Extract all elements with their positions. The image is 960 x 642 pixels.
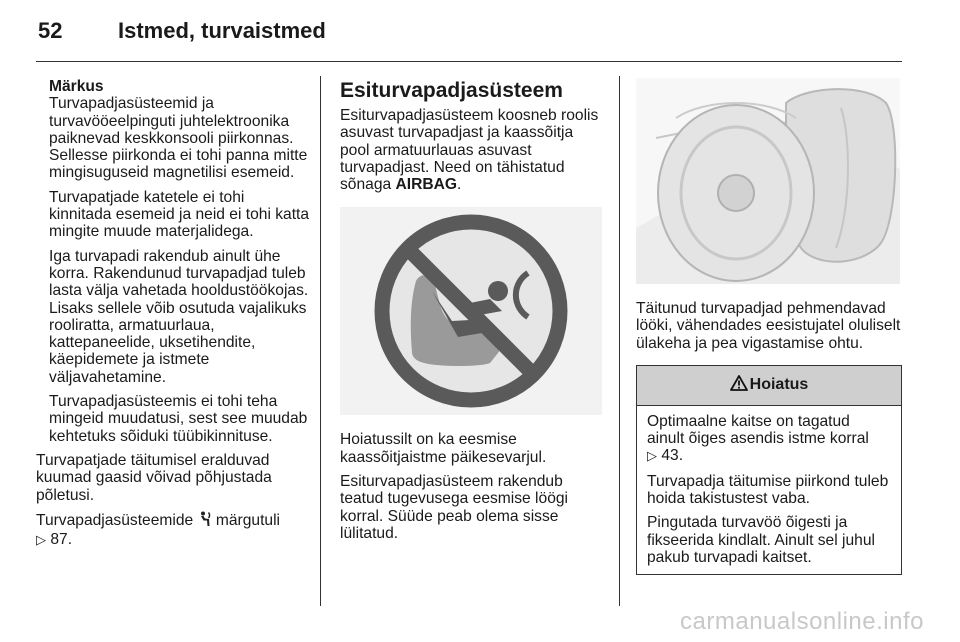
note-paragraph: Turvapadjasüsteemid ja turvavööeelpinguti juhtelektroonika paiknevad keskkonsooli piirkonnas. Sellesse piirkonda ei tohi panna mitte mingisuguseid magnetilisi esemeid. xyxy=(49,95,308,182)
column-2 xyxy=(340,78,605,542)
prohibition-sign-icon xyxy=(340,207,602,415)
paragraph-warning-label: Hoiatussilt on ka eesmise kaassõitjaistme päikesevarjul. xyxy=(340,431,547,466)
watermark: carmanualsonline.info xyxy=(680,608,924,635)
column-divider-left xyxy=(320,76,321,606)
page-ref-arrow-icon: ▷ xyxy=(647,449,657,465)
note-paragraph: Turvapadjasüsteemis ei tohi teha mingeid muudatusi, sest see muudab kehtetuks sõiduki tüübikinnituse. xyxy=(49,393,308,445)
page-ref-arrow-icon: ▷ xyxy=(36,533,46,549)
warning-header xyxy=(637,366,901,406)
inflated-airbag-illustration-icon xyxy=(636,78,900,284)
page-ref: 43. xyxy=(661,447,684,465)
warning-paragraph: Pingutada turvavöö õigesti ja fikseerida kindlalt. Ainult sel juhul pakub turvapadi kaitset. xyxy=(647,514,875,566)
airbag-label: AIRBAG xyxy=(395,176,458,194)
inflated-airbag-figure xyxy=(636,78,900,284)
warning-box xyxy=(636,365,902,575)
warning-title: Hoiatus xyxy=(749,376,809,394)
page-title: Istmed, turvaistmed xyxy=(118,18,326,43)
header-rule xyxy=(36,61,902,62)
warning-text: Optimaalne kaitse on tagatud ainult õiges asendis istme korral xyxy=(647,412,869,448)
warning-paragraph xyxy=(647,413,891,466)
paragraph-hot-gases: Turvapatjade täitumisel eralduvad kuumad gaasid võivad põhjustada põletusi. xyxy=(36,451,272,504)
warning-body xyxy=(637,406,901,574)
note-heading: Märkus xyxy=(49,78,104,95)
indicator-suffix: märgutuli xyxy=(215,511,281,529)
page-ref: 87. xyxy=(50,531,73,549)
paragraph-intro xyxy=(340,107,605,193)
paragraph-activation: Esiturvapadjasüsteem rakendub teatud tugevusega eesmise löögi korral. Süüde peab olema sisse lülitatud. xyxy=(340,473,568,542)
note-paragraph: Iga turvapadi rakendub ainult ühe korra. Rakendunud turvapadjad tuleb lasta välja vahetada hooldustöökojas. Lisaks sellele võib osutuda vajalikuks rooliratta, armatuurlaua, kattepaneelide, uksetihendite, käepidemete ja istmete väljavahetamine. xyxy=(49,247,309,386)
intro-text: Esiturvapadjasüsteem koosneb roolis asuvast turvapadjast ja kaassõitja pool armatuurlauas asuvast turvapadjast. Need on tähistatud sõnaga xyxy=(340,107,599,194)
no-child-seat-figure xyxy=(340,207,602,415)
paragraph-inflated: Täitunud turvapadjad pehmendavad lööki, vähendades eesistujatel oluliselt ülakeha ja pea vigastamise ohtu. xyxy=(636,300,901,352)
airbag-indicator-icon xyxy=(198,511,212,531)
warning-paragraph: Turvapadja täitumise piirkond tuleb hoida takistustest vaba. xyxy=(647,472,889,508)
column-1 xyxy=(36,78,311,549)
column-divider-right xyxy=(619,76,620,606)
column-3 xyxy=(636,78,902,575)
page-number: 52 xyxy=(38,18,63,43)
section-heading: Esiturvapadjasüsteem xyxy=(340,79,563,102)
paragraph-indicator xyxy=(36,511,311,550)
note-block xyxy=(36,78,311,445)
note-paragraph: Turvapatjade katetele ei tohi kinnitada esemeid ja neid ei tohi katta mingite muude materjalidega. xyxy=(49,188,310,241)
warning-triangle-icon xyxy=(730,375,748,396)
indicator-text: Turvapadjasüsteemide xyxy=(36,511,194,529)
intro-end: . xyxy=(457,176,462,194)
